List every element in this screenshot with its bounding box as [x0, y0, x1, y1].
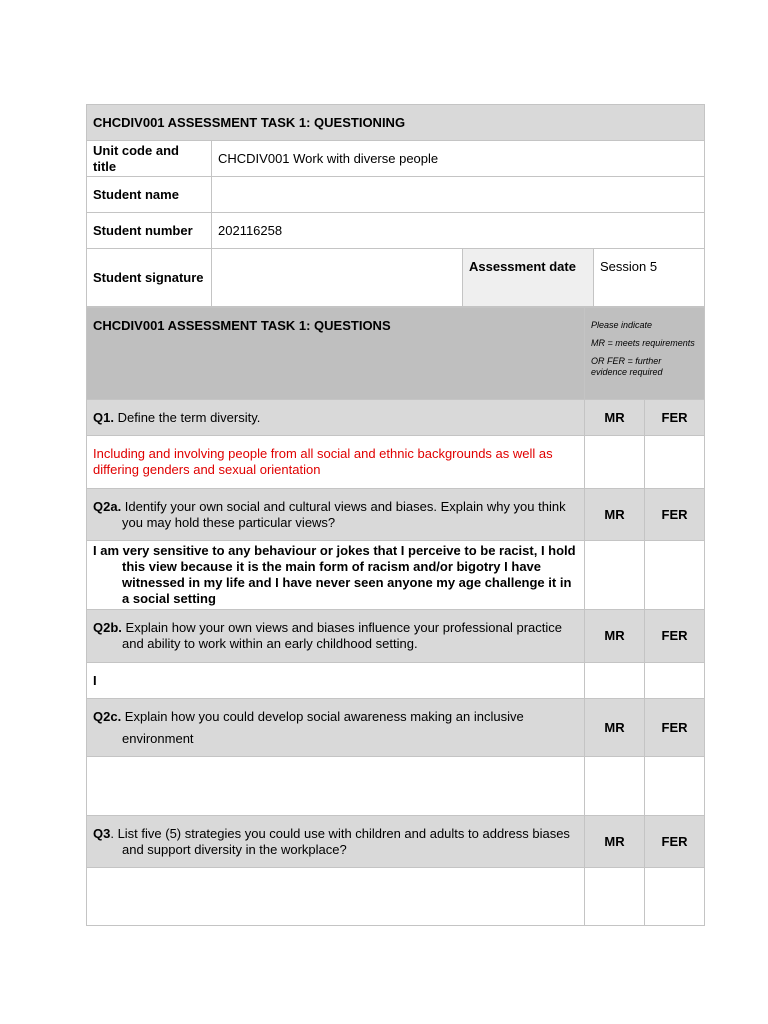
details-table [86, 104, 705, 307]
student-name-field[interactable] [212, 177, 705, 213]
form-title: CHCDIV001 ASSESSMENT TASK 1: QUESTIONING [87, 105, 705, 141]
note-line: OR FER = further evidence required [591, 356, 663, 377]
mr-checkbox[interactable] [585, 757, 645, 816]
question-number: Q1. [93, 409, 114, 425]
mr-header: MR [585, 816, 645, 868]
question-text [87, 699, 585, 757]
fer-header: FER [645, 489, 705, 541]
answer-row [87, 757, 705, 816]
answer-field[interactable] [87, 868, 585, 926]
answer-row [87, 436, 705, 489]
student-number-field[interactable]: 202116258 [212, 213, 705, 249]
fer-header: FER [645, 699, 705, 757]
question-number: Q2c. [93, 708, 122, 724]
answer-field[interactable]: I [87, 663, 585, 699]
signature-field[interactable] [212, 249, 463, 307]
question-body: . List five (5) strategies you could use with children and adults to address biases and support diversity in the workplace? [110, 825, 570, 857]
question-row [87, 816, 705, 868]
question-row [87, 489, 705, 541]
question-row [87, 610, 705, 663]
question-number: Q3 [93, 825, 111, 841]
question-text [87, 400, 585, 436]
question-number: Q2a. [93, 498, 122, 514]
mr-header: MR [585, 489, 645, 541]
answer-row [87, 663, 705, 699]
question-body: Explain how your own views and biases influence your professional practice and ability to work within an early childhood setting. [121, 620, 562, 651]
student-number-label: Student number [87, 213, 212, 249]
student-name-label: Student name [87, 177, 212, 213]
answer-row [87, 868, 705, 926]
fer-checkbox[interactable] [645, 757, 705, 816]
note-line: Please indicate [591, 320, 653, 330]
mr-checkbox[interactable] [585, 663, 645, 699]
fer-checkbox[interactable] [645, 868, 705, 926]
signature-label: Student signature [87, 249, 212, 307]
question-text [87, 610, 585, 663]
rating-note [585, 308, 705, 400]
questions-title: CHCDIV001 ASSESSMENT TASK 1: QUESTIONS [87, 308, 585, 400]
fer-header: FER [645, 400, 705, 436]
question-row [87, 699, 705, 757]
unit-label: Unit code and title [87, 141, 212, 177]
question-text [87, 489, 585, 541]
fer-checkbox[interactable] [645, 436, 705, 489]
questions-table [86, 307, 705, 926]
fer-header: FER [645, 816, 705, 868]
question-body: Identify your own social and cultural views and biases. Explain why you think you may hold these particular views? [121, 498, 566, 530]
answer-field[interactable]: Including and involving people from all social and ethnic backgrounds as well as differing genders and sexual orientation [87, 436, 585, 489]
mr-checkbox[interactable] [585, 436, 645, 489]
question-body-continued: environment [122, 730, 194, 746]
answer-field[interactable] [87, 757, 585, 816]
mr-header: MR [585, 610, 645, 663]
question-text [87, 816, 585, 868]
fer-checkbox[interactable] [645, 663, 705, 699]
mr-header: MR [585, 400, 645, 436]
fer-header: FER [645, 610, 705, 663]
mr-checkbox[interactable] [585, 541, 645, 610]
mr-header: MR [585, 699, 645, 757]
question-body: Define the term diversity. [113, 409, 261, 425]
question-row [87, 400, 705, 436]
answer-field[interactable]: I am very sensitive to any behaviour or jokes that I perceive to be racist, I hold this view because it is the main form of racism and/or bigotry I have witnessed in my life and I have never seen anyone my age challenge it in a social setting [87, 541, 585, 610]
answer-row [87, 541, 705, 610]
assessment-date-label: Assessment date [463, 249, 594, 307]
note-line: MR = meets requirements [591, 338, 695, 348]
question-number: Q2b. [93, 620, 122, 635]
mr-checkbox[interactable] [585, 868, 645, 926]
assessment-form [86, 104, 704, 926]
assessment-date-field[interactable]: Session 5 [594, 249, 705, 307]
fer-checkbox[interactable] [645, 541, 705, 610]
question-body: Explain how you could develop social awareness making an inclusive [121, 708, 524, 724]
unit-value[interactable]: CHCDIV001 Work with diverse people [212, 141, 705, 177]
